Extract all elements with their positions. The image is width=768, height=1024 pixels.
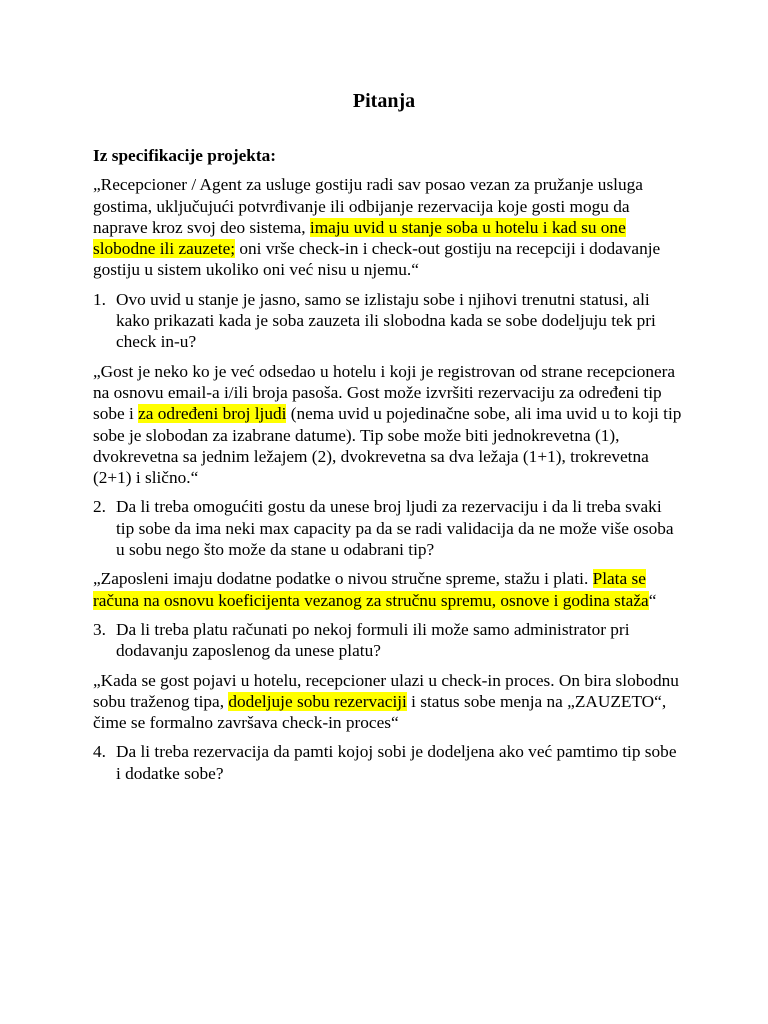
question-1: [93, 289, 683, 353]
quote-text: „Gost je neko ko je već odsedao u hotelu i koji je registrovan od strane recepcionera na osnovu email-a i/ili broja pasoša. Gost može izvršiti rezervaciju za određeni tip sobe i: [93, 361, 676, 424]
quote-text: “: [648, 590, 657, 610]
question-text: Da li treba platu računati po nekoj formuli ili može samo administrator pri dodavanju zaposlenog da unese platu?: [116, 619, 630, 661]
question-text: Da li treba rezervacija da pamti kojoj sobi je dodeljena ako već pamtimo tip sobe i dodatke sobe?: [116, 742, 677, 783]
quote-text: (nema uvid u pojedinačne sobe, ali ima uvid u to koji tip sobe je slobodan za izabrane datume). Tip sobe može biti jednokrevetna (1), dvokrevetna sa jednim ležajem (2), dvokrevetna sa dva ležaja (1+1), trokrevetna (2+1) i slično.“: [93, 404, 682, 488]
quote-text: oni vrše check-in i check-out gostiju na recepciji i dodavanje gostiju u sistem ukoliko oni već nisu u njemu.“: [93, 239, 661, 280]
quote-text: „Kada se gost pojavi u hotelu, recepcioner ulazi u check-in proces. On bira slobodnu sobu traženog tipa,: [93, 670, 679, 711]
highlighted-text: dodeljuje sobu rezervaciji: [228, 691, 407, 711]
spec-quote-1: [93, 174, 683, 280]
section-heading: Iz specifikacije projekta:: [93, 146, 277, 165]
question-number: 1.: [93, 289, 106, 309]
page-title: Pitanja: [352, 90, 416, 112]
spec-quote-2: [93, 361, 683, 489]
spec-quote-4: [93, 670, 683, 734]
document-body: [93, 145, 683, 792]
question-text: Da li treba omogućiti gostu da unese broj ljudi za rezervaciju i da li treba svaki tip sobe da ima neki max capacity pa da se radi validacija da ne može više osoba u sobu nego što može da stane u odabrani tip?: [116, 497, 674, 560]
quote-text: i status sobe menja na „ZAUZETO“, čime se formalno završava check-in proces“: [93, 691, 667, 733]
question-4: [93, 741, 683, 784]
question-text: Ovo uvid u stanje je jasno, samo se izlistaju sobe i njihovi trenutni statusi, ali kako prikazati kada je soba zauzeta ili slobodna kada se sobe dodeljuju tek pri check in-u?: [116, 289, 656, 352]
question-number: 2.: [93, 497, 106, 517]
question-number: 3.: [93, 619, 106, 639]
question-number: 4.: [93, 742, 106, 762]
highlighted-text: Plata se računa na osnovu koeficijenta vezanog za stručnu spremu, osnove i godina staža: [93, 569, 649, 610]
question-2: [93, 496, 683, 560]
quote-text: „Zaposleni imaju dodatne podatke o nivou stručne spreme, stažu i plati.: [93, 569, 593, 589]
question-3: [93, 619, 683, 662]
highlighted-text: za određeni broj ljudi: [138, 404, 287, 424]
highlighted-text: imaju uvid u stanje soba u hotelu i kad su one slobodne ili zauzete;: [93, 217, 626, 259]
quote-text: „Recepcioner / Agent za usluge gostiju radi sav posao vezan za pružanje usluga gostima, uključujući potvrđivanje ili odbijanje rezervacija koje gosti mogu da naprave kroz svoj deo sistema,: [93, 175, 643, 237]
spec-quote-3: [93, 568, 683, 611]
